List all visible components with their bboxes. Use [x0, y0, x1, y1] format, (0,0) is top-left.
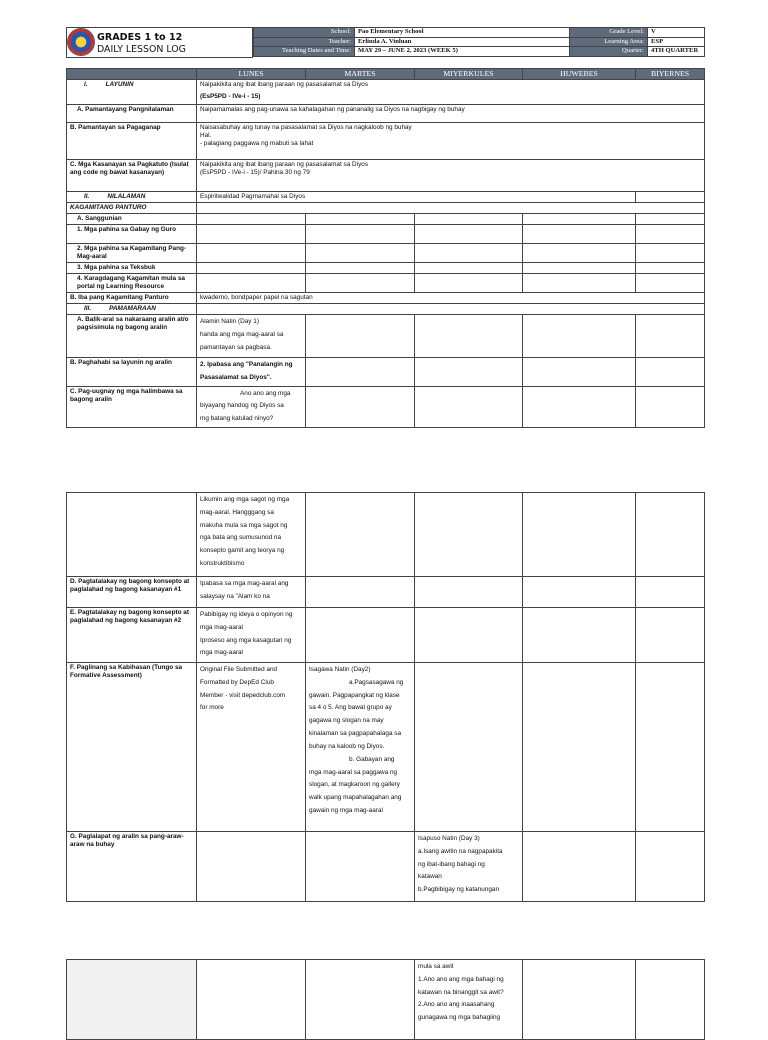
day-header-mon: LUNES	[197, 69, 306, 80]
section-pamamaraan: III. PAMAMARAAN	[67, 304, 197, 315]
empty-cell	[523, 225, 636, 244]
area-value: ESP	[648, 37, 705, 47]
empty-cell	[636, 832, 705, 902]
row-label-paghahabi: B. Paghahabi sa layunin ng aralin	[67, 358, 197, 387]
empty-cell	[636, 192, 705, 203]
empty-cell	[306, 315, 415, 358]
empty-cell	[415, 577, 523, 608]
empty-cell	[306, 386, 415, 427]
empty-cell	[415, 263, 523, 274]
dates-value: MAY 29 – JUNE 2, 2023 (WEEK 5)	[355, 47, 570, 57]
school-label: School:	[254, 28, 355, 38]
deped-seal-icon	[67, 28, 95, 56]
empty-cell	[523, 263, 636, 274]
pamantayang-pangnilalaman-content: Naipamamalas ang pag-unawa sa kahalagahan ng pananalig sa Diyos na nagbigay ng buhay	[197, 105, 705, 123]
empty-cell	[197, 203, 705, 214]
empty-cell	[415, 358, 523, 387]
row-label-sanggunian: A. Sanggunian	[67, 214, 197, 225]
empty-cell	[523, 315, 636, 358]
kasanayan-content: Naipakikita ang ibat ibang paraan ng pasasalamat sa Diyos (EsP5PD - IVe-i - 15)/ Pahina 30 ng 79	[197, 160, 705, 192]
paghahabi-monday: 2. Ipabasa ang "Panalangin ng Pasasalamat sa Diyos".	[197, 358, 306, 387]
row-label-balik-aral: A. Balik-aral sa nakaraang aralin at/o pagsisimula ng bagong aralin	[67, 315, 197, 358]
row-label-pagtatalakay-2: E. Pagtatalakay ng bagong konsepto at paglalahad ng bagong kasanayan #2	[67, 608, 197, 663]
empty-cell	[636, 386, 705, 427]
grade-info-table	[569, 27, 705, 57]
empty-cell	[197, 274, 306, 293]
day-header-thu: HUWEBES	[523, 69, 636, 80]
row-label-kagamitang-panturo: KAGAMITANG PANTURO	[67, 203, 197, 214]
empty-cell	[306, 832, 415, 902]
empty-cell	[306, 263, 415, 274]
empty-cell	[197, 304, 705, 315]
empty-cell	[415, 386, 523, 427]
empty-cell	[306, 493, 415, 577]
grade-label: Grade Level:	[570, 28, 648, 38]
pagtatalakay-2-monday: Pabibigay ng ideya o opinyon ng mga mag-aaral Iproseso ang mga kasagutan ng mga mag-aaral	[197, 608, 306, 663]
empty-cell	[523, 960, 636, 1040]
empty-cell	[197, 244, 306, 263]
log-title: GRADES 1 to 12	[97, 32, 183, 43]
empty-cell	[306, 225, 415, 244]
empty-cell	[197, 214, 306, 225]
empty-cell	[636, 960, 705, 1040]
row-label-paglalapat: G. Paglalapat ng aralin sa pang-araw-araw na buhay	[67, 832, 197, 902]
empty-cell	[636, 214, 705, 225]
empty-cell	[197, 960, 306, 1040]
row-label-teksbuk: 3. Mga pahina sa Teksbuk	[67, 263, 197, 274]
continuation-wednesday: mula sa awit 1.Ano ano ang mga bahagi ng katawan na binanggit sa awit? 2.Ano ano ang inaasahang gunagawa ng mga bahagiing	[415, 960, 523, 1040]
empty-cell	[306, 214, 415, 225]
empty-cell	[415, 214, 523, 225]
empty-cell	[306, 577, 415, 608]
iba-pang-kagamitan-content: kwaderno, bondpaper papel na sagutan	[197, 293, 705, 304]
empty-cell	[636, 608, 705, 663]
school-value: Pao Elementary School	[355, 28, 570, 38]
row-label-gabay-ng-guro: 1. Mga pahina sa Gabay ng Guro	[67, 225, 197, 244]
empty-cell	[636, 493, 705, 577]
empty-cell	[415, 493, 523, 577]
empty-cell	[415, 608, 523, 663]
empty-cell	[636, 358, 705, 387]
empty-cell	[67, 493, 197, 577]
pamantayan-sa-pagaganap-content: Naisasabuhay ang tunay na pasasalamat sa Diyos na nagkaloob ng buhay Hal. - palagiang paggawa ng mabuti sa lahat	[197, 123, 705, 160]
row-label-paglinang: F. Paglinang sa Kabihasan (Tungo sa Formative Assessment)	[67, 663, 197, 832]
section-layunin: I. LAYUNIN	[67, 80, 197, 105]
empty-cell	[523, 493, 636, 577]
log-subtitle: DAILY LESSON LOG	[97, 44, 186, 55]
teacher-value: Erlinda A. Vinluan	[355, 37, 570, 47]
nilalaman-content: Espiritwalidad Pagmamahal sa Diyos	[197, 192, 636, 203]
empty-cell	[523, 358, 636, 387]
row-label-pamantayan-sa-pagaganap: B. Pamantayan sa Pagaganap	[67, 123, 197, 160]
empty-cell	[523, 577, 636, 608]
empty-cell	[636, 274, 705, 293]
empty-cell	[415, 274, 523, 293]
empty-cell	[415, 663, 523, 832]
school-info-table	[253, 27, 570, 57]
row-label-kagamitang-pang-mag-aaral: 2. Mga pahina sa Kagamitang Pang-Mag-aaral	[67, 244, 197, 263]
row-label-pagtatalakay-1: D. Pagtatalakay ng bagong konsepto at paglalahad ng bagong kasanayan #1	[67, 577, 197, 608]
day-header-wed: MIYERKULES	[415, 69, 523, 80]
balik-aral-monday: Alamin Natin (Day 1) handa ang mga mag-aaral sa pamantayan sa pagbasa.	[197, 315, 306, 358]
empty-cell	[415, 225, 523, 244]
day-header-fri: BIYERNES	[636, 69, 705, 80]
lesson-log-table-page1	[66, 68, 705, 428]
row-label-pamantayang-pangnilalaman: A. Pamantayang Pangnilalaman	[67, 105, 197, 123]
corner-header	[67, 69, 197, 80]
pagtatalakay-1-monday: Ipabasa sa mga mag-aaral ang salaysay na "Alam ko na	[197, 577, 306, 608]
empty-cell	[636, 225, 705, 244]
empty-cell	[306, 608, 415, 663]
dates-label: Teaching Dates and Time:	[254, 47, 355, 57]
empty-cell	[197, 263, 306, 274]
day-header-tue: MARTES	[306, 69, 415, 80]
quarter-value: 4TH QUARTER	[648, 47, 705, 57]
empty-cell	[197, 832, 306, 902]
paglinang-tuesday: Isagawa Natin (Day2) a.Pagsasagawa ng gawain. Pagpapangkat ng klase sa 4 o 5. Ang bawat grupo ay gagawa ng slogan na may kinalaman sa pagpapahalaga sa buhay na kaloob ng Diyos. b. Gabayan ang mga mag-aaral sa paggawa ng slogan, at magkaroon ng gallery walk upang mapahalagahan ang gawain ng mga mag-aaral	[306, 663, 415, 832]
empty-cell	[306, 244, 415, 263]
lesson-log-table-page2	[66, 492, 705, 902]
empty-cell	[636, 315, 705, 358]
empty-cell	[523, 832, 636, 902]
empty-cell	[636, 244, 705, 263]
row-label-kasanayan: C. Mga Kasanayan sa Pagkatuto (Isulat ang code ng bawat kasanayan)	[67, 160, 197, 192]
lesson-log-table-page3	[66, 959, 705, 1040]
empty-cell	[523, 663, 636, 832]
grade-value: V	[648, 28, 705, 38]
row-label-iba-pang-kagamitan: B. Iba pang Kagamitang Panturo	[67, 293, 197, 304]
area-label: Learning Area:	[570, 37, 648, 47]
paglinang-monday: Original File Submitted and Formatted by DepEd Club Member - visit depedclub.com for more	[197, 663, 306, 832]
empty-cell	[67, 960, 197, 1040]
empty-cell	[197, 225, 306, 244]
row-label-learning-resource: 4. Karagdagang Kagamitan mula sa portal ng Learning Resource	[67, 274, 197, 293]
empty-cell	[523, 244, 636, 263]
empty-cell	[306, 960, 415, 1040]
teacher-label: Teacher:	[254, 37, 355, 47]
empty-cell	[415, 315, 523, 358]
empty-cell	[415, 244, 523, 263]
pag-uugnay-monday: Ano ano ang mga biyayang handog ng Diyos sa mg batang katulad ninyo?	[197, 386, 306, 427]
empty-cell	[636, 577, 705, 608]
empty-cell	[636, 263, 705, 274]
empty-cell	[306, 358, 415, 387]
section-nilalaman: II. NILALAMAN	[67, 192, 197, 203]
row-label-pag-uugnay: C. Pag-uugnay ng mga halimbawa sa bagong aralin	[67, 386, 197, 427]
empty-cell	[306, 274, 415, 293]
paglalapat-wednesday: Isapuso Natin (Day 3) a.Isang awitin na nagpapakita ng ibat-ibang bahagi ng katawan b.Pagbibigay ng katanungan	[415, 832, 523, 902]
continuation-monday: Likumin ang mga sagot ng mga mag-aaral. Hangggang sa makuha mula sa mga sagot ng nga bata ang sumusunod na konsepto gamit ang teorya ng konstruktibismo	[197, 493, 306, 577]
empty-cell	[523, 608, 636, 663]
layunin-content: Naipakikita ang ibat ibang paraan ng pasasalamat sa Diyos (EsP5PD - IVe-i - 15)	[197, 80, 705, 105]
empty-cell	[636, 663, 705, 832]
empty-cell	[523, 214, 636, 225]
empty-cell	[523, 386, 636, 427]
empty-cell	[523, 274, 636, 293]
quarter-label: Quarter:	[570, 47, 648, 57]
